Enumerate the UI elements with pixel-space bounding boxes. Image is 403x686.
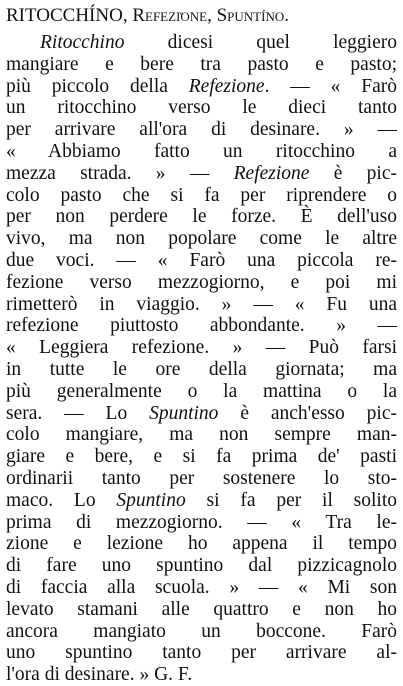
italic-term: Ritocchino — [40, 32, 125, 53]
headword-ritocchino: RITOCCHÍNO — [6, 5, 123, 26]
text-segment: per arrivare all'ora di desinare. » — — [6, 119, 397, 141]
text-line — [6, 206, 397, 228]
text-segment: vivo, ma non popolare come le altre — [6, 228, 397, 250]
text-line — [6, 490, 397, 512]
text-segment: più piccolo della — [6, 75, 189, 97]
italic-term: Spuntino — [116, 489, 186, 511]
text-line — [6, 76, 397, 98]
text-segment: zione e lezione ho appena il tempo — [6, 533, 397, 555]
text-segment: ordinarii tanto per sostenere lo sto- — [6, 467, 397, 489]
text-segment: giare e bere, e si fa prima de' pasti — [6, 446, 397, 468]
text-segment: si fa per il solito — [185, 489, 398, 511]
headword-spuntino: Spuntíno — [216, 5, 285, 26]
text-segment: in tutte le ore della giornata; ma — [6, 358, 397, 380]
text-segment: prima di mezzogiorno. — « Tra le- — [6, 511, 397, 533]
text-segment: ancora mangiato un boccone. Farò — [6, 620, 397, 642]
italic-term: Refezione — [233, 162, 310, 184]
text-line — [6, 512, 397, 534]
text-segment: più generalmente o la mattina o la — [6, 380, 397, 402]
text-segment: l'ora di desinare. » G. F. — [6, 664, 193, 686]
text-line — [6, 337, 397, 359]
heading-separator: , — [122, 5, 133, 26]
text-line — [6, 642, 397, 664]
text-segment: dicesi quel leggiero — [124, 32, 397, 53]
text-line — [6, 621, 397, 643]
text-line — [6, 577, 397, 599]
text-line — [6, 294, 397, 316]
headword-refezione: Refeziόne — [132, 5, 208, 26]
entry-body — [6, 32, 397, 686]
text-segment: fezione verso mezzogiorno, e poi mi — [6, 271, 397, 293]
text-line — [6, 185, 397, 207]
text-segment: rimetterò in viaggio. » — « Fu una — [6, 293, 397, 315]
text-line — [6, 228, 397, 250]
text-line — [6, 446, 397, 468]
text-segment: refezione piuttosto abbondante. » — — [6, 315, 397, 337]
text-line — [6, 315, 397, 337]
text-line — [6, 32, 397, 54]
text-line — [6, 381, 397, 403]
text-segment: « Abbiamo fatto un ritocchino a — [6, 140, 397, 162]
text-segment: sera. — Lo — [6, 402, 150, 424]
text-line — [6, 403, 397, 425]
text-line — [6, 141, 397, 163]
text-segment: levato stamani alle quattro e non ho — [6, 598, 397, 620]
text-line — [6, 468, 397, 490]
italic-term: Spuntino — [149, 402, 219, 424]
text-segment: uno spuntino tanto per arrivare al- — [6, 642, 397, 664]
italic-term: Refezione — [188, 75, 265, 97]
text-line — [6, 250, 397, 272]
text-segment: è anch'esso pic- — [218, 402, 397, 424]
text-segment: maco. Lo — [6, 489, 117, 511]
text-segment: « Leggiera refezione. » — Può farsi — [6, 337, 397, 359]
text-segment: mezza strada. » — — [6, 162, 234, 184]
entry-heading — [6, 4, 397, 28]
text-line — [6, 664, 397, 686]
heading-separator: , — [207, 5, 217, 26]
text-line — [6, 555, 397, 577]
text-line — [6, 119, 397, 141]
text-segment: mangiare e bere tra pasto e pasto; — [6, 53, 397, 75]
text-segment: per non perdere le forze. È dell'uso — [6, 206, 397, 228]
heading-period: . — [284, 5, 289, 26]
text-line — [6, 54, 397, 76]
text-line — [6, 359, 397, 381]
text-segment: di faccia alla scuola. » — « Mi son — [6, 576, 397, 598]
text-segment: due voci. — « Farò una piccola re- — [6, 249, 397, 271]
text-line — [6, 97, 397, 119]
text-line — [6, 163, 397, 185]
text-segment: . — « Farò — [264, 75, 397, 97]
text-segment: un ritocchino verso le dieci tanto — [6, 97, 397, 119]
text-segment: di fare uno spuntino dal pizzicagnolo — [6, 555, 397, 577]
text-line — [6, 272, 397, 294]
text-segment: colo pasto che si fa per riprendere o — [6, 184, 397, 206]
text-line — [6, 599, 397, 621]
text-segment: colo mangiare, ma non sempre man- — [6, 424, 397, 446]
text-line — [6, 424, 397, 446]
text-segment: è pic- — [309, 162, 397, 184]
text-line — [6, 533, 397, 555]
